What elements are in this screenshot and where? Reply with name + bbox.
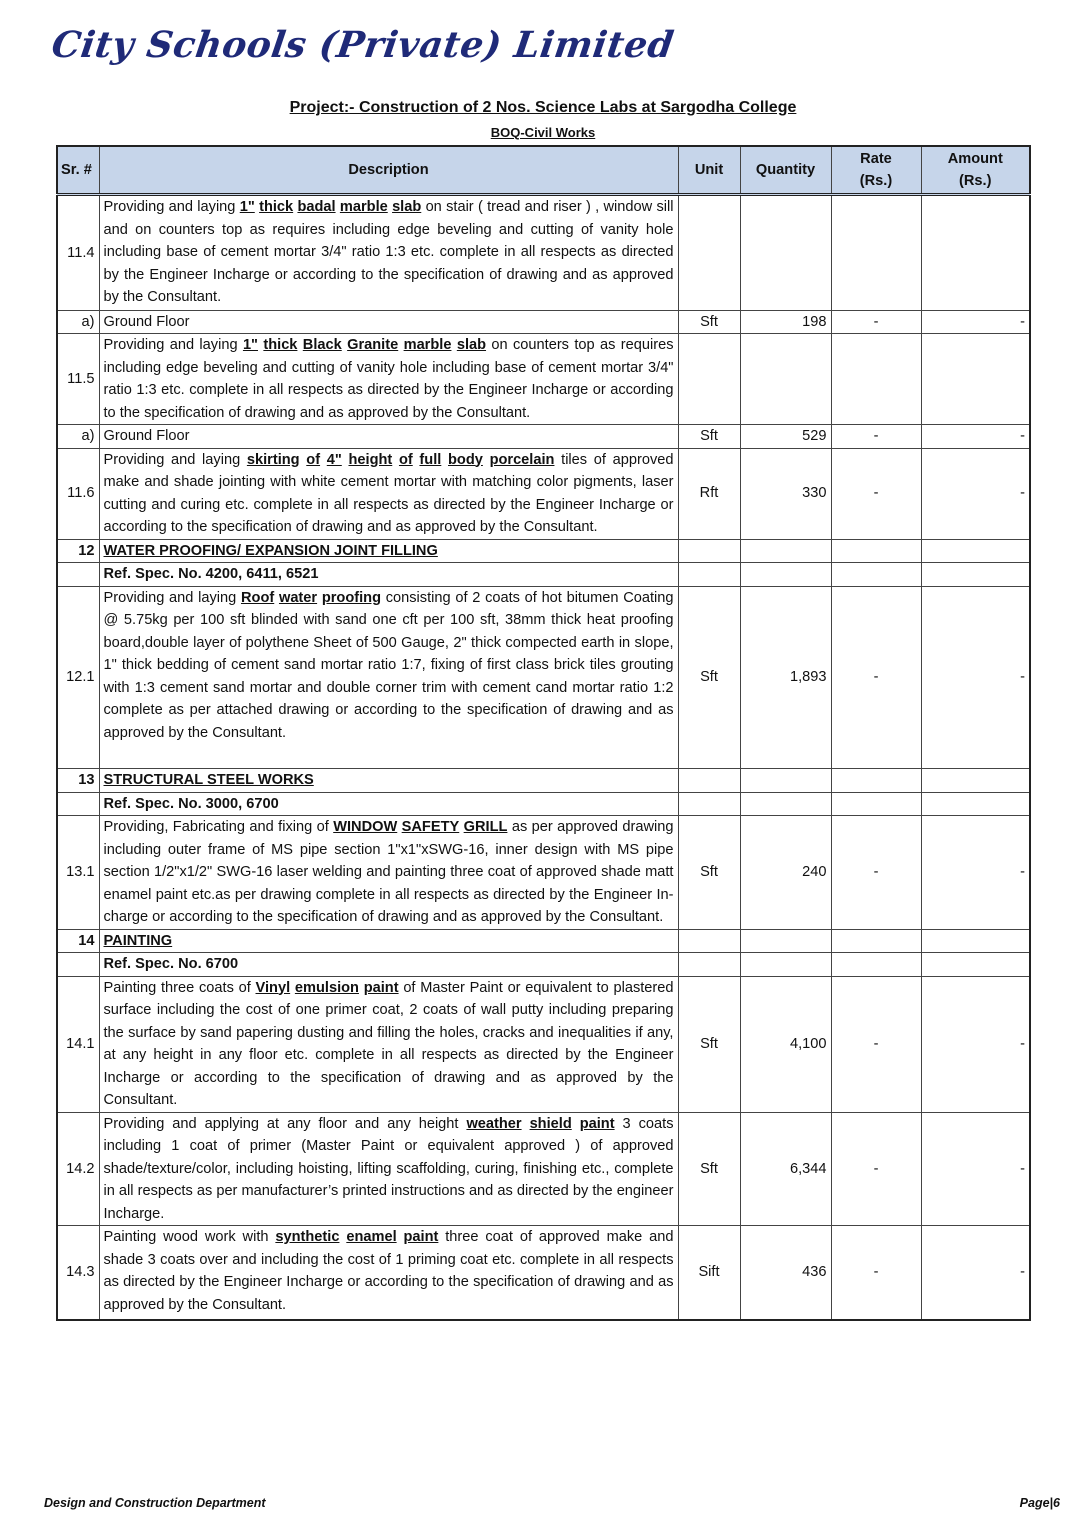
- item-rate: -: [831, 586, 921, 769]
- item-number: 14.3: [57, 1226, 99, 1321]
- item-amount: -: [921, 448, 1030, 539]
- company-logo: City Schools (Private) Limited: [49, 24, 677, 66]
- col-header-description: Description: [99, 146, 678, 195]
- item-amount: -: [921, 976, 1030, 1112]
- item-number: 11.4: [57, 195, 99, 311]
- item-quantity: 529: [740, 425, 831, 449]
- table-header-row: [57, 146, 1030, 195]
- col-header-quantity: Quantity: [740, 146, 831, 195]
- table-row: [57, 1112, 1030, 1226]
- section-heading: STRUCTURAL STEEL WORKS: [99, 769, 678, 793]
- item-unit: Sft: [678, 816, 740, 930]
- item-description: Ground Floor: [99, 425, 678, 449]
- section-heading-row: [57, 539, 1030, 563]
- item-description: Painting wood work with synthetic enamel paint three coat of approved make and shade 3 coats over and including the cost of 1 priming coat etc. complete in all respects as directed by the Engineer Incharge or according to the specification of drawing and as approved by the Consultant.: [99, 1226, 678, 1321]
- item-description: Providing, Fabricating and fixing of WINDOW SAFETY GRILL as per approved drawing including outer frame of MS pipe section 1"x1"xSWG-16, inner design with MS pipe section 1/2"x1/2" SWG-16 laser welding and painting three coat of approved shade matt enamel paint etc.as per drawing complete in all respects as directed by the Engineer In-charge or according to the specification of drawing and as approved by the Consultant.: [99, 816, 678, 930]
- page-number: Page|6: [1019, 1496, 1060, 1510]
- section-heading-row: [57, 769, 1030, 793]
- spec-ref-row: [57, 953, 1030, 977]
- col-header-amount: [921, 146, 1030, 195]
- item-description: Providing and applying at any floor and any height weather shield paint 3 coats including 1 coat of primer (Master Paint or equivalent approved ) of approved shade/texture/color, including hoisting, lifting scaffolding, curing, finishing etc., complete in all respects as per manufacturer’s printed instructions and as directed by the engineer Incharge.: [99, 1112, 678, 1226]
- item-amount: -: [921, 1226, 1030, 1321]
- item-description: Painting three coats of Vinyl emulsion paint of Master Paint or equivalent to plastered surface including the cost of one primer coat, 2 coats of wall putty including preparing the surface by sand papering dusting and filling the holes, cracks and inequalities if any, at any height in any floor etc. complete in all respects as directed by the Engineer Incharge or according to the specification of drawing and as approved by the Consultant.: [99, 976, 678, 1112]
- spec-reference: Ref. Spec. No. 4200, 6411, 6521: [99, 563, 678, 587]
- item-quantity: 198: [740, 310, 831, 334]
- item-rate: -: [831, 425, 921, 449]
- section-number: 12: [57, 539, 99, 563]
- item-rate: -: [831, 310, 921, 334]
- item-quantity: 4,100: [740, 976, 831, 1112]
- table-row: [57, 1226, 1030, 1321]
- col-header-amount-unit: (Rs.): [959, 173, 992, 189]
- item-unit: Sft: [678, 586, 740, 769]
- section-number: 13: [57, 769, 99, 793]
- table-row: [57, 448, 1030, 539]
- table-row: [57, 976, 1030, 1112]
- item-unit: Sft: [678, 310, 740, 334]
- item-number: a): [57, 425, 99, 449]
- item-unit: Sft: [678, 1112, 740, 1226]
- item-amount: -: [921, 425, 1030, 449]
- item-amount: -: [921, 586, 1030, 769]
- item-number: a): [57, 310, 99, 334]
- item-rate: -: [831, 448, 921, 539]
- item-description: Providing and laying skirting of 4" height of full body porcelain tiles of approved make and shade jointing with white cement mortar with matching color pigments, laser cutting and curing etc. complete in all respects as directed by the Engineer Incharge or according to the specification of drawing and as approved by the Consultant.: [99, 448, 678, 539]
- item-amount: -: [921, 1112, 1030, 1226]
- item-rate: -: [831, 976, 921, 1112]
- item-number: 11.5: [57, 334, 99, 425]
- item-unit: Sft: [678, 425, 740, 449]
- item-description: Ground Floor: [99, 310, 678, 334]
- col-header-rate-unit: (Rs.): [859, 173, 893, 189]
- item-rate: -: [831, 1112, 921, 1226]
- table-row: [57, 310, 1030, 334]
- item-rate: -: [831, 816, 921, 930]
- table-row: [57, 195, 1030, 311]
- item-rate: -: [831, 1226, 921, 1321]
- item-unit: Rft: [678, 448, 740, 539]
- table-row: [57, 425, 1030, 449]
- item-quantity: 240: [740, 816, 831, 930]
- item-quantity: 6,344: [740, 1112, 831, 1226]
- boq-table: [56, 145, 1031, 1321]
- table-row: [57, 816, 1030, 930]
- col-header-unit: Unit: [678, 146, 740, 195]
- spec-reference: Ref. Spec. No. 3000, 6700: [99, 792, 678, 816]
- section-heading: PAINTING: [99, 929, 678, 953]
- col-header-amount-label: Amount: [947, 151, 1003, 167]
- spec-reference: Ref. Spec. No. 6700: [99, 953, 678, 977]
- footer-department: Design and Construction Department: [44, 1496, 266, 1510]
- item-number: 12.1: [57, 586, 99, 769]
- section-number: 14: [57, 929, 99, 953]
- section-heading: WATER PROOFING/ EXPANSION JOINT FILLING: [99, 539, 678, 563]
- item-description: Providing and laying 1" thick Black Granite marble slab on counters top as requires including edge beveling and cutting of vanity hole including base of cement mortar 3/4" ratio 1:3 etc. complete in all respects as directed by the Engineer Incharge or according to the specification of drawing and as approved by the Consultant.: [99, 334, 678, 425]
- item-description: Providing and laying Roof water proofing consisting of 2 coats of hot bitumen Coating @ 5.75kg per 100 sft blinded with sand one cft per 100 sft, 38mm thick heat proofing board,double layer of polythene Sheet of 500 Gauge, 2" thick compected earth in slope, 1" thick bedding of cement sand mortar ratio 1:7, fixing of first class brick tiles grouting with 1:3 cement sand mortar and double corner trim with cement cand mortar ratio 1:2 complete as per attached drawing or according to the specification of drawing and as approved by the Consultant.: [99, 586, 678, 769]
- project-title: Project:- Construction of 2 Nos. Science Labs at Sargodha College: [289, 99, 797, 116]
- section-heading-row: [57, 929, 1030, 953]
- item-amount: -: [921, 310, 1030, 334]
- item-amount: -: [921, 816, 1030, 930]
- item-quantity: 1,893: [740, 586, 831, 769]
- item-unit: Sft: [678, 976, 740, 1112]
- col-header-rate: [831, 146, 921, 195]
- item-number: 14.1: [57, 976, 99, 1112]
- item-number: 11.6: [57, 448, 99, 539]
- item-quantity: 436: [740, 1226, 831, 1321]
- col-header-rate-label: Rate: [860, 151, 892, 167]
- item-description: Providing and laying 1" thick badal marble slab on stair ( tread and riser ) , window sill and on counters top as requires including edge beveling and cutting of vanity hole including base of cement mortar 3/4" ratio 1:3 etc. complete in all respects as directed by the Engineer Incharge or according to the specification of drawing and as approved by the Consultant.: [99, 195, 678, 311]
- item-quantity: 330: [740, 448, 831, 539]
- item-number: 14.2: [57, 1112, 99, 1226]
- spec-ref-row: [57, 563, 1030, 587]
- boq-title: BOQ-Civil Works: [490, 125, 596, 140]
- col-header-sr: Sr. #: [57, 146, 99, 195]
- table-row: [57, 586, 1030, 769]
- spec-ref-row: [57, 792, 1030, 816]
- item-unit: Sift: [678, 1226, 740, 1321]
- item-number: 13.1: [57, 816, 99, 930]
- table-row: [57, 334, 1030, 425]
